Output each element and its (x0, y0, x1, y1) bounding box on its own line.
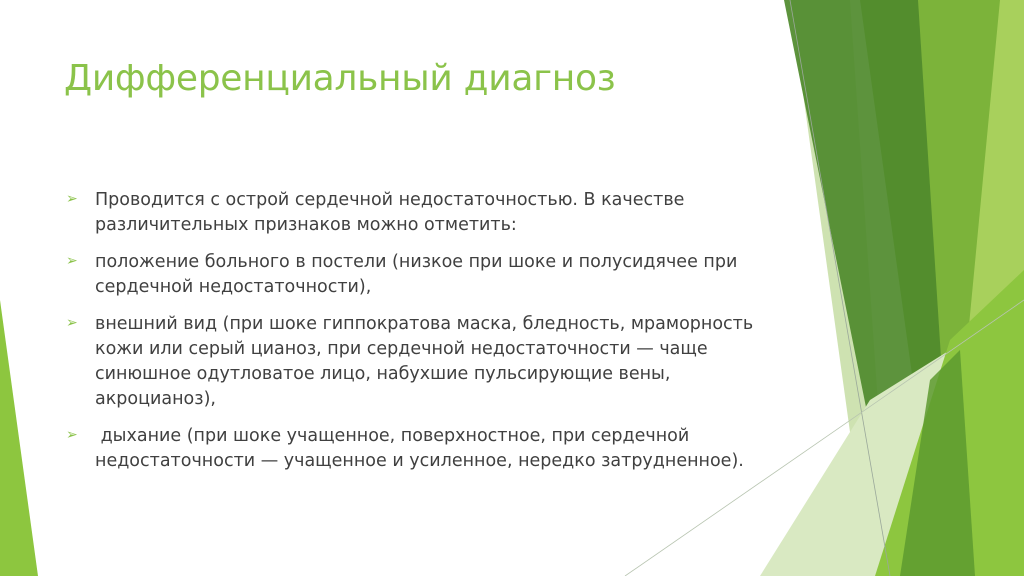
bullet-item (66, 250, 756, 300)
bullet-list (66, 188, 756, 486)
bullet-text: положение больного в постели (низкое при шоке и полусидячее при сердечной недостаточности), (95, 252, 738, 297)
bullet-text: дыхание (при шоке учащенное, поверхностное, при сердечной недостаточности — учащенное и усиленное, нередко затрудненное). (95, 426, 744, 471)
bullet-item (66, 312, 756, 412)
bullet-item (66, 188, 756, 238)
arrow-bullet-icon: ➢ (66, 315, 78, 331)
arrow-bullet-icon: ➢ (66, 427, 78, 443)
slide-title: Дифференциальный диагноз (64, 58, 616, 99)
arrow-bullet-icon: ➢ (66, 253, 78, 269)
bullet-item (66, 424, 756, 474)
bullet-text: внешний вид (при шоке гиппократова маска, бледность, мраморность кожи или серый цианоз, при сердечной недостаточности — чаще синюшное одутловатое лицо, набухшие пульсирующие вены, акроцианоз), (95, 314, 754, 409)
left-green-sliver (0, 300, 38, 576)
arrow-bullet-icon: ➢ (66, 191, 78, 207)
bullet-text: Проводится с острой сердечной недостаточностью. В качестве различительных признаков можно отметить: (95, 190, 685, 235)
